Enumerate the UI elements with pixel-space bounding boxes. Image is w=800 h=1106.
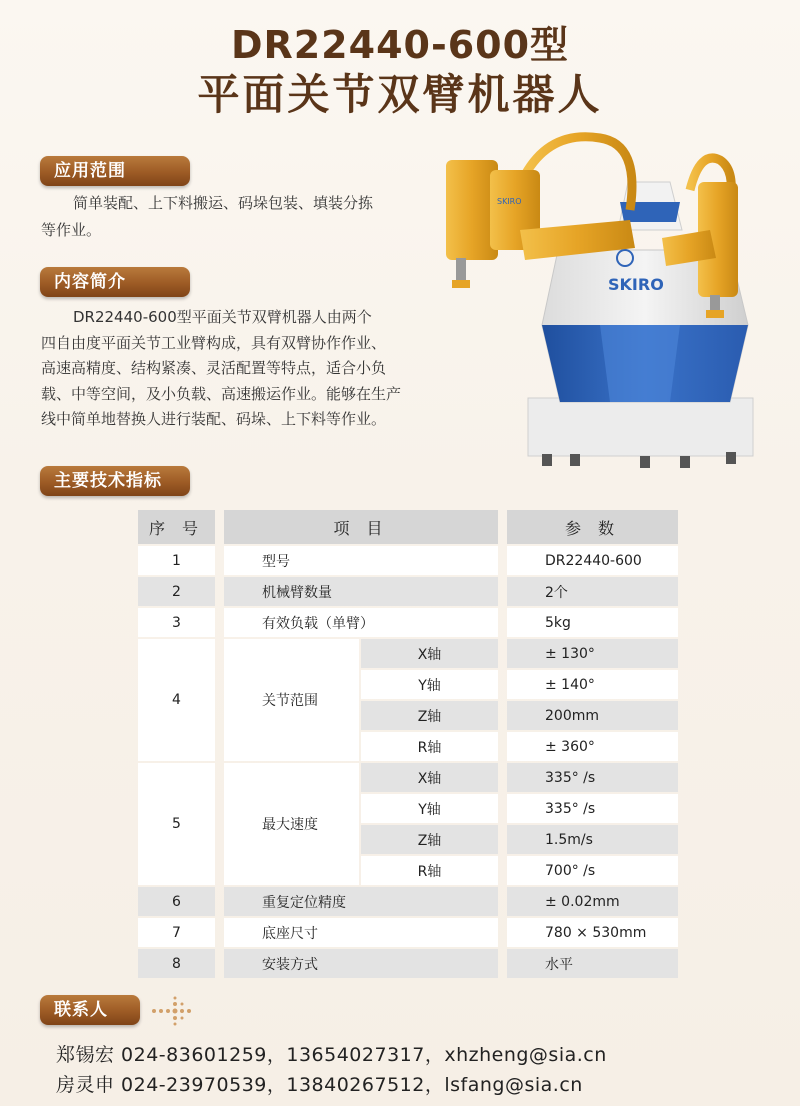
section-heading-specs: 主要技术指标 bbox=[40, 466, 190, 496]
row5-item: 最大速度 bbox=[224, 763, 359, 885]
contact-line-2: 房灵申 024-23970539，13840267512，lsfang@sia.cn bbox=[56, 1074, 583, 1096]
header-param: 参 数 bbox=[507, 510, 678, 544]
intro-text-line-4: 载、中等空间，及小负载、高速搬运作业。能够在生产 bbox=[41, 385, 402, 403]
row5-axis-x: X轴 bbox=[361, 763, 498, 792]
row8-item: 安装方式 bbox=[224, 949, 498, 978]
row5-param-r: 700° /s bbox=[507, 856, 678, 885]
row1-no: 1 bbox=[138, 546, 215, 575]
intro-text-line-2: 四自由度平面关节工业臂构成，具有双臂协作作业、 bbox=[41, 334, 387, 352]
row3-no: 3 bbox=[138, 608, 215, 637]
row4-item: 关节范围 bbox=[224, 639, 359, 761]
row2-param: 2个 bbox=[507, 577, 678, 606]
dual-arm-robot-image bbox=[430, 130, 800, 480]
row8-param: 水平 bbox=[507, 949, 678, 978]
intro-text-line-5: 线中简单地替换人进行装配、码垛、上下料等作业。 bbox=[41, 410, 387, 428]
row2-no: 2 bbox=[138, 577, 215, 606]
row3-param: 5kg bbox=[507, 608, 678, 637]
header-item: 项 目 bbox=[224, 510, 498, 544]
row6-item: 重复定位精度 bbox=[224, 887, 498, 916]
row5-param-y: 335° /s bbox=[507, 794, 678, 823]
row5-no: 5 bbox=[138, 763, 215, 885]
row5-axis-y: Y轴 bbox=[361, 794, 498, 823]
page-subtitle: 平面关节双臂机器人 bbox=[197, 70, 603, 119]
row4-axis-x: X轴 bbox=[361, 639, 498, 668]
row4-axis-z: Z轴 bbox=[361, 701, 498, 730]
page-title: DR22440-600型 bbox=[230, 23, 570, 67]
row1-param: DR22440-600 bbox=[507, 546, 678, 575]
application-text-line-1: 简单装配、上下料搬运、码垛包装、填装分拣 bbox=[73, 194, 374, 212]
row5-axis-r: R轴 bbox=[361, 856, 498, 885]
row4-param-x: ± 130° bbox=[507, 639, 678, 668]
intro-text-line-1: DR22440-600型平面关节双臂机器人由两个 bbox=[73, 308, 372, 326]
row8-no: 8 bbox=[138, 949, 215, 978]
row4-param-y: ± 140° bbox=[507, 670, 678, 699]
row2-item: 机械臂数量 bbox=[224, 577, 498, 606]
application-text-line-2: 等作业。 bbox=[41, 221, 102, 239]
dots-decoration-icon bbox=[150, 996, 194, 1026]
row6-param: ± 0.02mm bbox=[507, 887, 678, 916]
section-heading-application: 应用范围 bbox=[40, 156, 190, 186]
row1-item: 型号 bbox=[224, 546, 498, 575]
header-no: 序 号 bbox=[138, 510, 215, 544]
row3-item: 有效负载（单臂） bbox=[224, 608, 498, 637]
row7-param: 780 × 530mm bbox=[507, 918, 678, 947]
row7-item: 底座尺寸 bbox=[224, 918, 498, 947]
row5-axis-z: Z轴 bbox=[361, 825, 498, 854]
row4-param-r: ± 360° bbox=[507, 732, 678, 761]
section-heading-intro: 内容简介 bbox=[40, 267, 190, 297]
section-heading-contact: 联系人 bbox=[40, 995, 140, 1025]
row4-axis-r: R轴 bbox=[361, 732, 498, 761]
robot-logo-text: SKIRO bbox=[608, 275, 664, 294]
svg-text:SKIRO: SKIRO bbox=[497, 197, 522, 206]
row4-param-z: 200mm bbox=[507, 701, 678, 730]
row4-axis-y: Y轴 bbox=[361, 670, 498, 699]
intro-text-line-3: 高速高精度、结构紧凑、灵活配置等特点，适合小负 bbox=[41, 359, 387, 377]
row4-no: 4 bbox=[138, 639, 215, 761]
row5-param-z: 1.5m/s bbox=[507, 825, 678, 854]
contact-line-1: 郑锡宏 024-83601259，13654027317，xhzheng@sia.cn bbox=[56, 1044, 607, 1066]
row5-param-x: 335° /s bbox=[507, 763, 678, 792]
row6-no: 6 bbox=[138, 887, 215, 916]
row7-no: 7 bbox=[138, 918, 215, 947]
